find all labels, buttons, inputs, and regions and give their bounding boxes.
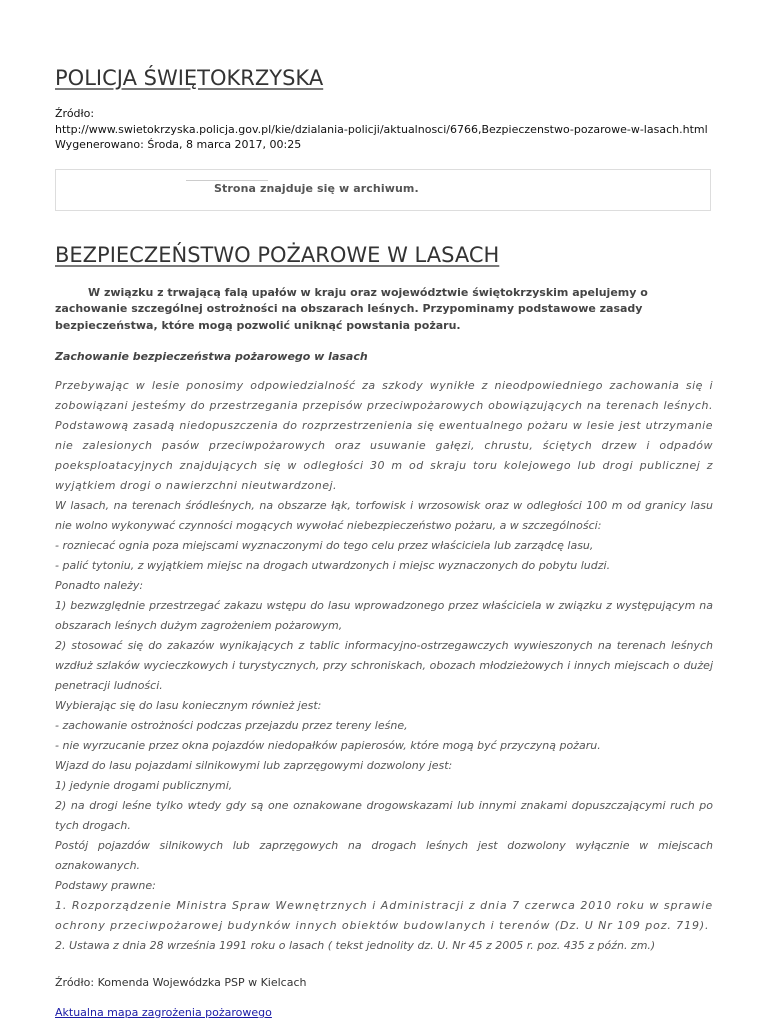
site-title: POLICJA ŚWIĘTOKRZYSKA: [55, 66, 324, 90]
archive-divider: [186, 180, 268, 181]
paragraph: Wjazd do lasu pojazdami silnikowymi lub zaprzęgowymi dozwolony jest:: [55, 759, 453, 772]
list-item: - nie wyrzucanie przez okna pojazdów niedopałków papierosów, które mogą być przyczyną pożaru.: [55, 739, 601, 752]
list-item: 2) na drogi leśne tylko wtedy gdy są one oznakowane drogowskazami lub innymi znakami dopuszczającymi ruch po tych drogach.: [55, 799, 713, 832]
article-body: [55, 376, 713, 956]
list-item: - palić tytoniu, z wyjątkiem miejsc na drogach utwardzonych i miejsc wyznaczonych do pobytu ludzi.: [55, 559, 611, 572]
list-item: 2) stosować się do zakazów wynikających z tablic informacyjno-ostrzegawczych wywieszonych na terenach leśnych wzdłuż szlaków wycieczkowych i turystycznych, przy schroniskach, obozach młodzieżowych i innych miejscach o dużej penetracji ludności.: [55, 639, 713, 692]
source-label: Źródło:: [55, 107, 95, 120]
paragraph: Postój pojazdów silnikowych lub zaprzęgowych na drogach leśnych jest dozwolony wyłącznie w miejscach oznakowanych.: [55, 839, 713, 872]
fire-risk-map-link[interactable]: Aktualna mapa zagrożenia pożarowego: [55, 1006, 272, 1019]
archive-notice-box: [55, 169, 711, 211]
list-item: 1) bezwzględnie przestrzegać zakazu wstępu do lasu wprowadzonego przez właściciela w związku z występującym na obszarach leśnych dużym zagrożeniem pożarowym,: [55, 599, 713, 632]
source-url: http://www.swietokrzyska.policja.gov.pl/kie/dzialania-policji/aktualnosci/6766,Bezpieczenstwo-pozarowe-w-lasach.html: [55, 122, 708, 136]
paragraph: W lasach, na terenach śródleśnych, na obszarze łąk, torfowisk i wrzosowisk oraz w odległości 100 m od granicy lasu nie wolno wykonywać czynności mogących wywołać niebezpieczeństwo pożaru, a w szczególności:: [55, 499, 713, 532]
list-item: 1) jedynie drogami publicznymi,: [55, 779, 233, 792]
article-title: BEZPIECZEŃSTWO POŻAROWE W LASACH: [55, 242, 500, 267]
list-item: - rozniecać ognia poza miejscami wyznaczonymi do tego celu przez właściciela lub zarządcę lasu,: [55, 539, 594, 552]
article-source: Źródło: Komenda Wojewódzka PSP w Kielcach: [55, 976, 307, 989]
paragraph: Wybierając się do lasu koniecznym również jest:: [55, 699, 322, 712]
article-subheading: Zachowanie bezpieczeństwa pożarowego w lasach: [55, 350, 368, 363]
generated-date: Wygenerowano: Środa, 8 marca 2017, 00:25: [55, 138, 302, 151]
archive-notice: Strona znajduje się w archiwum.: [214, 181, 419, 195]
paragraph: Podstawy prawne:: [55, 879, 156, 892]
article-lead: W związku z trwającą falą upałów w kraju oraz województwie świętokrzyskim apelujemy o zachowanie szczególnej ostrożności na obszarach leśnych. Przypominamy podstawowe zasady bezpieczeństwa, które mogą pozwolić uniknąć powstania pożaru.: [55, 285, 648, 332]
list-item: - zachowanie ostrożności podczas przejazdu przez tereny leśne,: [55, 719, 408, 732]
list-item: 1. Rozporządzenie Ministra Spraw Wewnętrznych i Administracji z dnia 7 czerwca 2010 roku w sprawie ochrony przeciwpożarowej budynków innych obiektów budowlanych i terenów (Dz. U Nr 109 poz. 719).: [55, 899, 713, 932]
list-item: 2. Ustawa z dnia 28 września 1991 roku o lasach ( tekst jednolity dz. U. Nr 45 z 2005 r. poz. 435 z późn. zm.): [55, 939, 656, 952]
paragraph: Ponadto należy:: [55, 579, 144, 592]
paragraph: Przebywając w lesie ponosimy odpowiedzialność za szkody wynikłe z nieodpowiedniego zachowania się i zobowiązani jesteśmy do przestrzegania przepisów przeciwpożarowych obowiązujących na terenach leśnych. Podstawową zasadą niedopuszczenia do rozprzestrzenienia się ewentualnego pożaru w lesie jest utrzymanie nie zalesionych pasów przeciwpożarowych oraz usuwanie gałęzi, chrustu, ściętych drzew i odpadów poeksploatacyjnych znajdujących się w odległości 30 m od skraju toru kolejowego lub drogi publicznej z wyjątkiem drogi o nawierzchni nieutwardzonej.: [55, 379, 713, 492]
source-meta: [55, 106, 713, 153]
